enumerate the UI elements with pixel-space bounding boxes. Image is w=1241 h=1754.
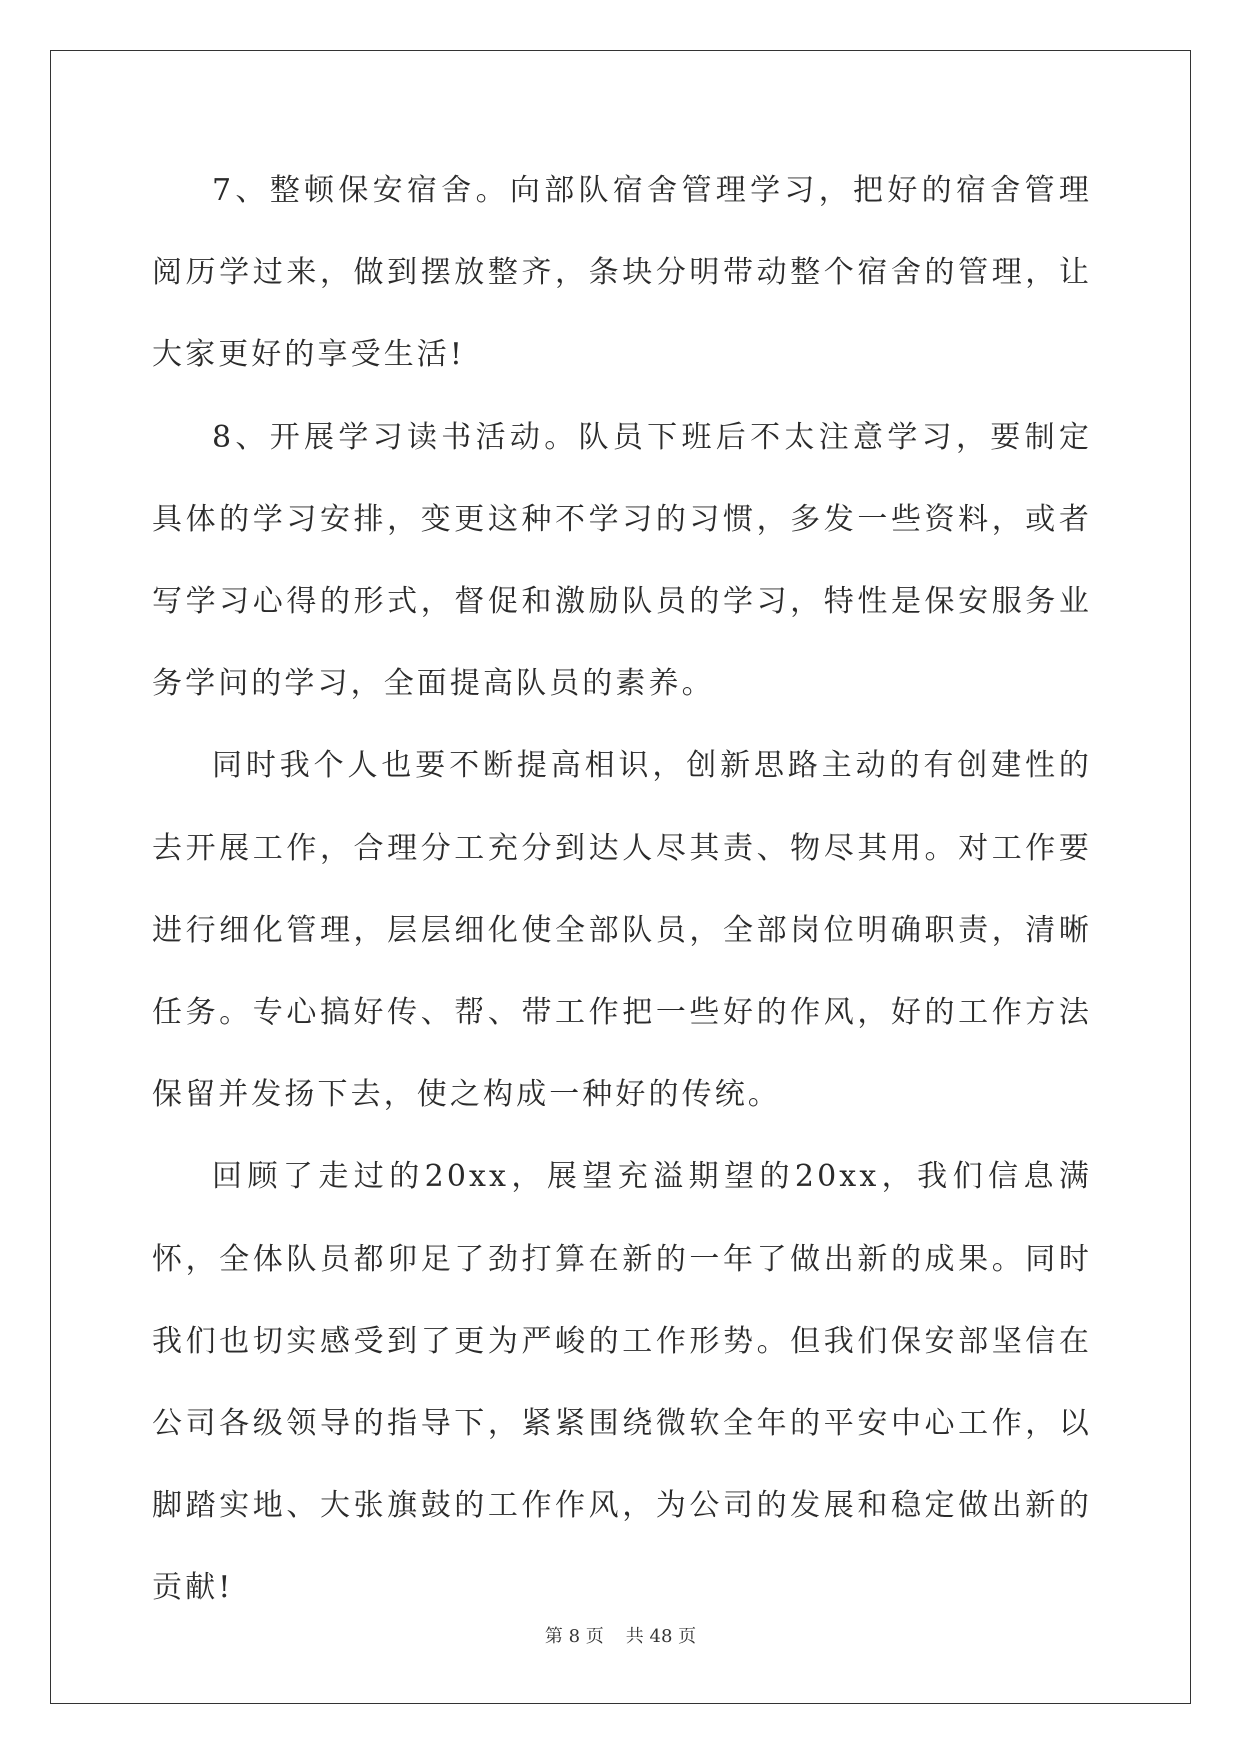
paragraph-item-7: 7、整顿保安宿舍。向部队宿舍管理学习，把好的宿舍管理阅历学过来，做到摆放整齐，条块分明带动整个宿舍的管理，让大家更好的享受生活! bbox=[152, 173, 1092, 373]
page-number: 第 8 页 bbox=[544, 1626, 604, 1647]
paragraph-review-outlook: 回顾了走过的20xx，展望充溢期望的20xx，我们信息满怀，全体队员都卯足了劲打算在新的一年了做出新的成果。同时我们也切实感受到了更为严峻的工作形势。但我们保安部坚信在公司各级领导的指导下，紧紧围绕微软全年的平安中心工作，以脚踏实地、大张旗鼓的工作作风，为公司的发展和稳定做出新的贡献! bbox=[152, 1159, 1092, 1606]
page-footer bbox=[0, 1625, 1241, 1649]
paragraph-item-8: 8、开展学习读书活动。队员下班后不太注意学习，要制定具体的学习安排，变更这种不学习的习惯，多发一些资料，或者写学习心得的形式，督促和激励队员的学习，特性是保安服务业务学问的学习，全面提高队员的素养。 bbox=[152, 419, 1092, 702]
page-total: 共 48 页 bbox=[625, 1626, 697, 1647]
paragraph-personal-improvement: 同时我个人也要不断提高相识，创新思路主动的有创建性的去开展工作，合理分工充分到达人尽其责、物尽其用。对工作要进行细化管理，层层细化使全部队员，全部岗位明确职责，清晰任务。专心搞好传、帮、带工作把一些好的作风，好的工作方法保留并发扬下去，使之构成一种好的传统。 bbox=[152, 748, 1092, 1113]
document-body bbox=[152, 150, 1092, 1630]
